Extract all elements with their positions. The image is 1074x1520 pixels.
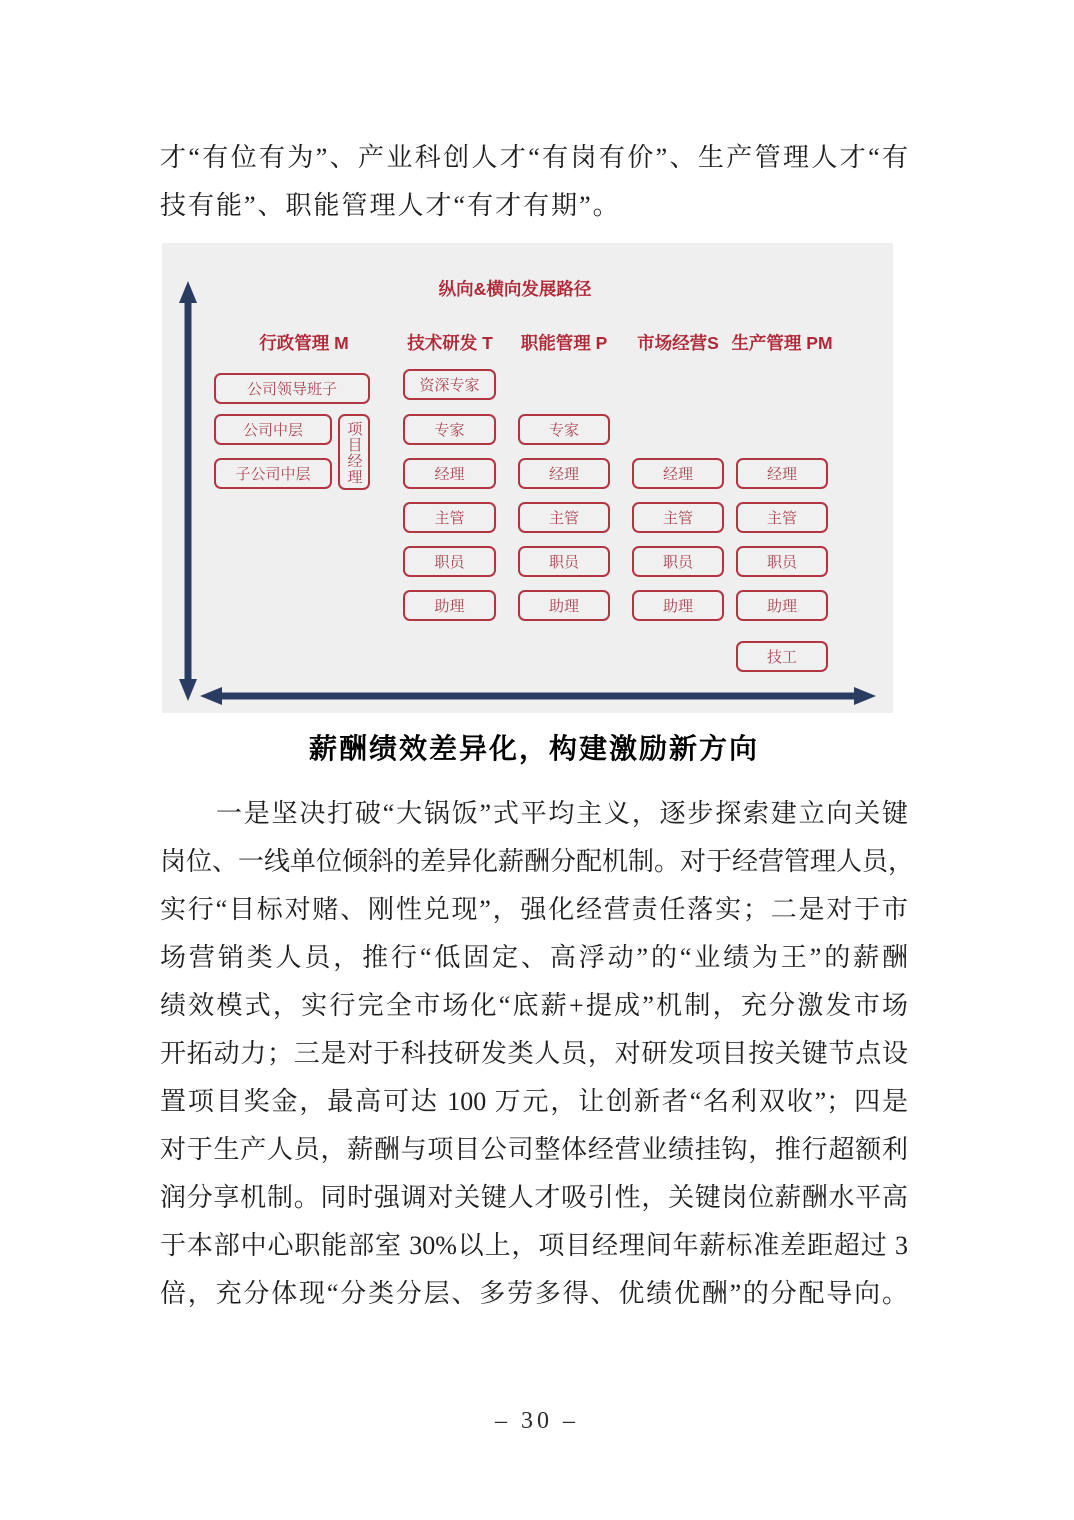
paragraph-line: 场营销类人员，推行“低固定、高浮动”的“业绩为王”的薪酬 <box>160 943 908 972</box>
position-box: 助理 <box>403 590 496 621</box>
body-paragraph <box>160 790 915 1318</box>
paragraph-line: 岗位、一线单位倾斜的差异化薪酬分配机制。对于经营管理人员， <box>160 847 915 876</box>
position-box: 公司中层 <box>214 414 332 445</box>
position-box: 资深专家 <box>403 369 496 400</box>
paragraph-line: 置项目奖金，最高可达 100 万元，让创新者“名利双收”；四是 <box>160 1087 908 1116</box>
diagram-title: 纵向&横向发展路径 <box>438 279 592 299</box>
column-header-func: 职能管理 P <box>520 333 608 353</box>
paragraph-line: 实行“目标对赌、刚性兑现”，强化经营责任落实；二是对于市 <box>160 895 908 924</box>
page-number: – 30 – <box>495 1408 579 1434</box>
paragraph-line: 绩效模式，实行完全市场化“底薪+提成”机制，充分激发市场 <box>160 991 908 1020</box>
position-box: 职员 <box>632 546 724 577</box>
position-box: 职员 <box>736 546 828 577</box>
paragraph-line: 于本部中心职能部室 30%以上，项目经理间年薪标准差距超过 3 <box>160 1231 908 1260</box>
position-box: 经理 <box>403 458 496 489</box>
position-box: 主管 <box>736 502 828 533</box>
position-box: 主管 <box>632 502 724 533</box>
paragraph-line: 倍，充分体现“分类分层、多劳多得、优绩优酬”的分配导向。 <box>160 1279 908 1308</box>
position-box: 经理 <box>518 458 610 489</box>
section-heading: 薪酬绩效差异化，构建激励新方向 <box>308 734 759 765</box>
column-header-market: 市场经营S <box>637 333 719 353</box>
position-box: 经理 <box>736 458 828 489</box>
top-paragraph <box>160 134 908 230</box>
paragraph-line: 对于生产人员，薪酬与项目公司整体经营业绩挂钩，推行超额利 <box>160 1135 908 1164</box>
position-box: 助理 <box>736 590 828 621</box>
position-box: 助理 <box>632 590 724 621</box>
position-box: 子公司中层 <box>214 458 332 489</box>
paragraph-line: 开拓动力；三是对于科技研发类人员，对研发项目按关键节点设 <box>160 1039 908 1068</box>
career-path-diagram <box>162 243 893 713</box>
position-box: 技工 <box>736 641 828 672</box>
position-box: 助理 <box>518 590 610 621</box>
position-box: 职员 <box>403 546 496 577</box>
position-box: 专家 <box>403 414 496 445</box>
position-box: 公司领导班子 <box>214 373 370 404</box>
column-header-tech: 技术研发 T <box>407 333 493 353</box>
position-box: 经理 <box>632 458 724 489</box>
position-box: 项目经理 <box>338 414 370 490</box>
paragraph-line: 一是坚决打破“大锅饭”式平均主义，逐步探索建立向关键 <box>216 799 908 828</box>
position-box: 职员 <box>518 546 610 577</box>
paragraph-line: 润分享机制。同时强调对关键人才吸引性，关键岗位薪酬水平高 <box>160 1183 908 1212</box>
position-box: 专家 <box>518 414 610 445</box>
paragraph-line: 才“有位有为”、产业科创人才“有岗有价”、生产管理人才“有 <box>160 143 908 172</box>
paragraph-line: 技有能”、职能管理人才“有才有期”。 <box>160 191 621 220</box>
position-box: 主管 <box>403 502 496 533</box>
column-header-prod: 生产管理 PM <box>731 333 833 353</box>
column-header-admin: 行政管理 M <box>259 333 349 353</box>
position-box: 主管 <box>518 502 610 533</box>
